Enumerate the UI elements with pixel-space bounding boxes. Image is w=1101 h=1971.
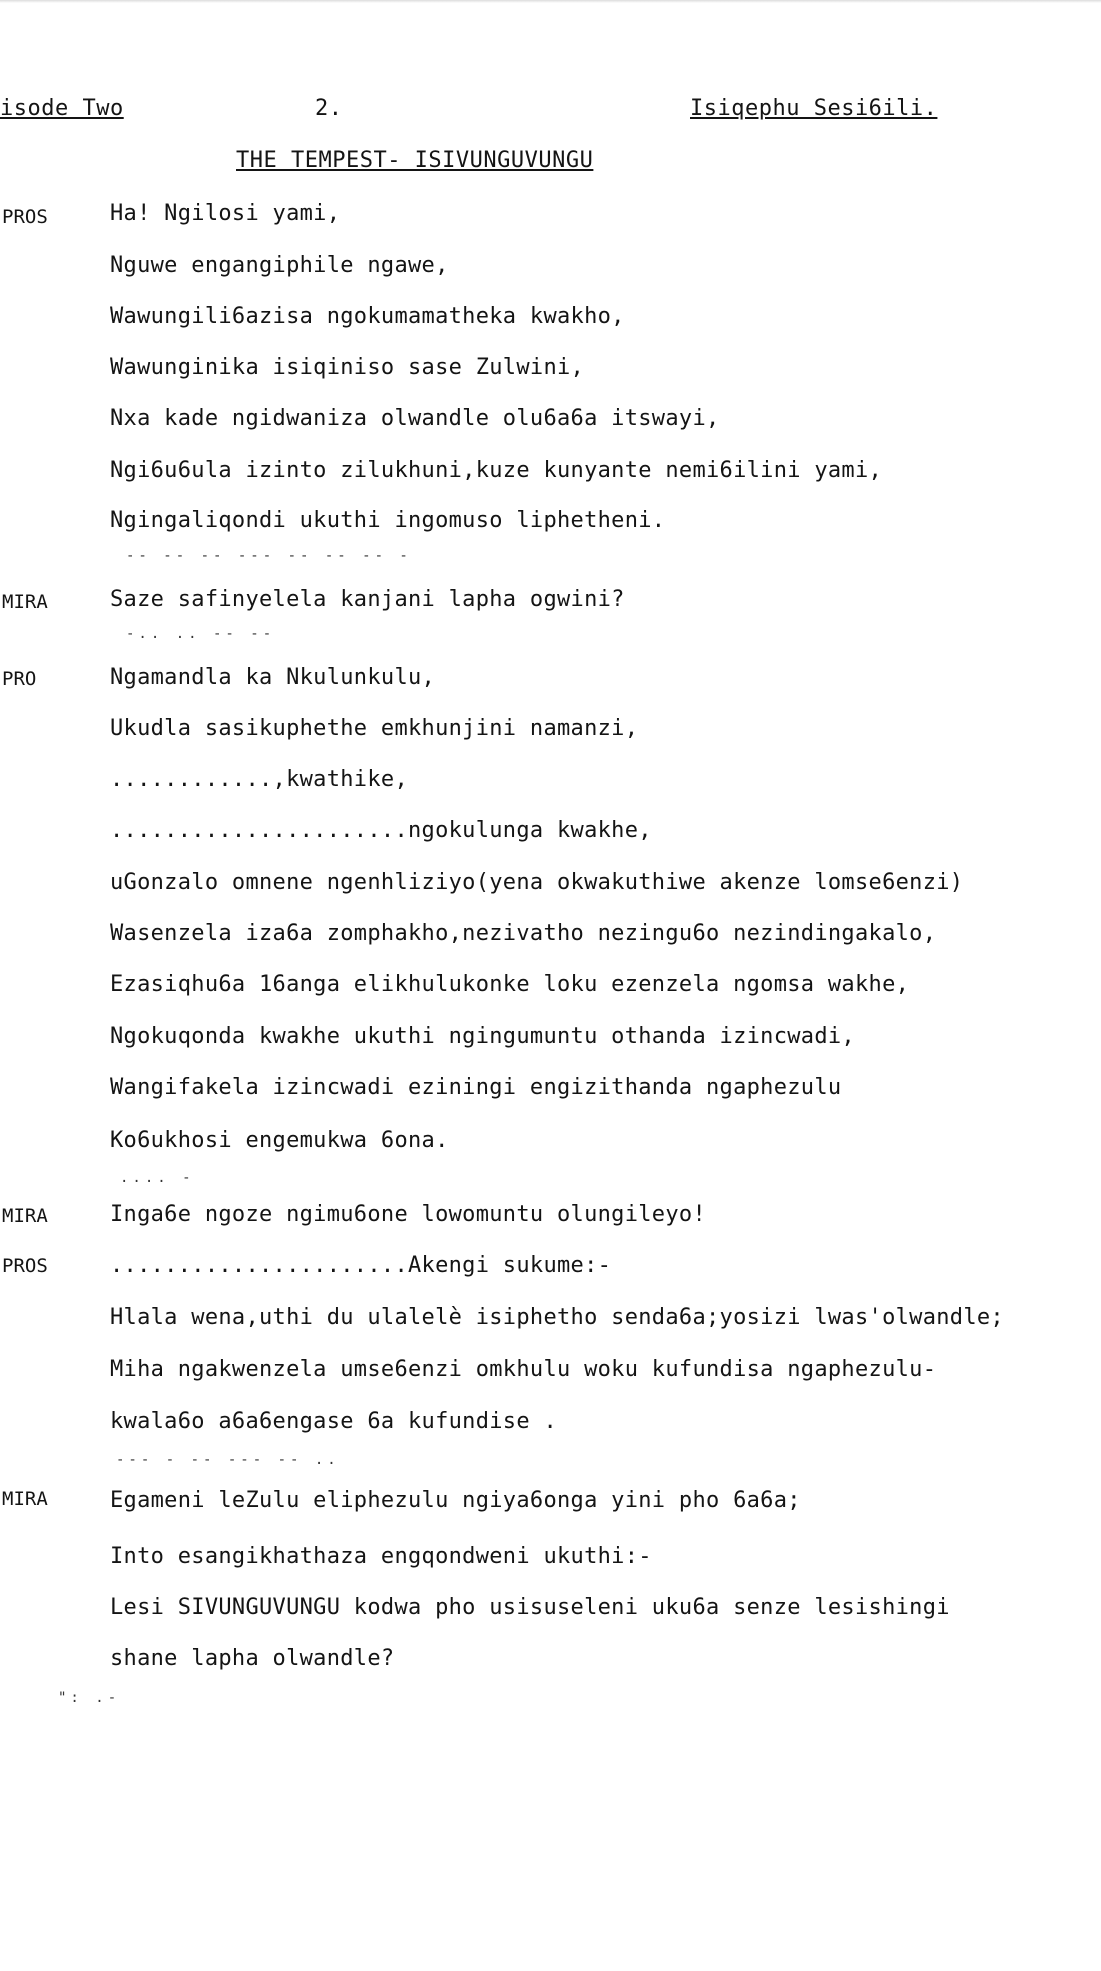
- dialogue-line: Wangifakela izincwadi eziningi engizithanda ngaphezulu: [110, 1075, 842, 1100]
- dialogue-line: Lesi SIVUNGUVUNGU kodwa pho usisuseleni uku6a senze lesishingi: [110, 1595, 950, 1620]
- play-title: THE TEMPEST- ISIVUNGUVUNGU: [236, 148, 594, 173]
- dialogue-line: Saze safinyelela kanjani lapha ogwini?: [110, 587, 625, 612]
- episode-label: isode Two: [0, 96, 124, 121]
- dialogue-line: kwala6o a6a6engase 6a kufundise .: [110, 1409, 557, 1434]
- typewriter-marks: -- -- -- --- -- -- -- -: [126, 548, 412, 564]
- dialogue-line: Egameni leZulu eliphezulu ngiya6onga yini pho 6a6a;: [110, 1488, 801, 1513]
- dialogue-line: Wawunginika isiqiniso sase Zulwini,: [110, 355, 585, 380]
- dialogue-line: Ngamandla ka Nkulunkulu,: [110, 665, 436, 690]
- dialogue-line: Ha! Ngilosi yami,: [110, 201, 341, 226]
- typewriter-marks: ": .-: [58, 1690, 121, 1706]
- typewriter-marks: --- - -- --- -- ..: [116, 1452, 340, 1468]
- episode-label-zulu: Isiqephu Sesi6ili.: [690, 96, 938, 121]
- speaker-label: PROS: [2, 1255, 48, 1277]
- dialogue-line: Hlala wena,uthi du ulalelè isiphetho senda6a;yosizi lwas'olwandle;: [110, 1305, 1004, 1330]
- page-number: 2.: [315, 96, 343, 121]
- dialogue-line: uGonzalo omnene ngenhliziyo(yena okwakuthiwe akenze lomse6enzi): [110, 870, 964, 895]
- speaker-label: MIRA: [2, 591, 48, 613]
- dialogue-line: Miha ngakwenzela umse6enzi omkhulu woku kufundisa ngaphezulu-: [110, 1357, 937, 1382]
- dialogue-line: Ngingaliqondi ukuthi ingomuso liphetheni.: [110, 508, 666, 533]
- dialogue-line: Into esangikhathaza engqondweni ukuthi:-: [110, 1544, 652, 1569]
- dialogue-line: Wawungili6azisa ngokumamatheka kwakho,: [110, 304, 625, 329]
- dialogue-line: Ngi6u6ula izinto zilukhuni,kuze kunyante nemi6ilini yami,: [110, 458, 883, 483]
- dialogue-line: ............,kwathike,: [110, 767, 408, 792]
- dialogue-line: Ngokuqonda kwakhe ukuthi ngingumuntu othanda izincwadi,: [110, 1024, 855, 1049]
- typewriter-marks: .... -: [120, 1170, 195, 1186]
- dialogue-line: Nguwe engangiphile ngawe,: [110, 253, 449, 278]
- speaker-label: MIRA: [2, 1488, 48, 1510]
- dialogue-line: ......................Akengi sukume:-: [110, 1253, 612, 1278]
- dialogue-line: ......................ngokulunga kwakhe,: [110, 818, 652, 843]
- speaker-label: MIRA: [2, 1205, 48, 1227]
- typewriter-marks: -.. .. -- --: [126, 626, 276, 642]
- dialogue-line: Ezasiqhu6a 16anga elikhulukonke loku ezenzela ngomsa wakhe,: [110, 972, 910, 997]
- speaker-label: PRO: [2, 668, 37, 690]
- dialogue-line: Wasenzela iza6a zomphakho,nezivatho nezingu6o nezindingakalo,: [110, 921, 937, 946]
- dialogue-line: Nxa kade ngidwaniza olwandle olu6a6a itswayi,: [110, 406, 720, 431]
- speaker-label: PROS: [2, 206, 48, 228]
- dialogue-line: Ukudla sasikuphethe emkhunjini namanzi,: [110, 716, 639, 741]
- scan-edge: [0, 0, 1101, 3]
- dialogue-line: shane lapha olwandle?: [110, 1646, 395, 1671]
- dialogue-line: Inga6e ngoze ngimu6one lowomuntu olungileyo!: [110, 1202, 706, 1227]
- dialogue-line: Ko6ukhosi engemukwa 6ona.: [110, 1128, 449, 1153]
